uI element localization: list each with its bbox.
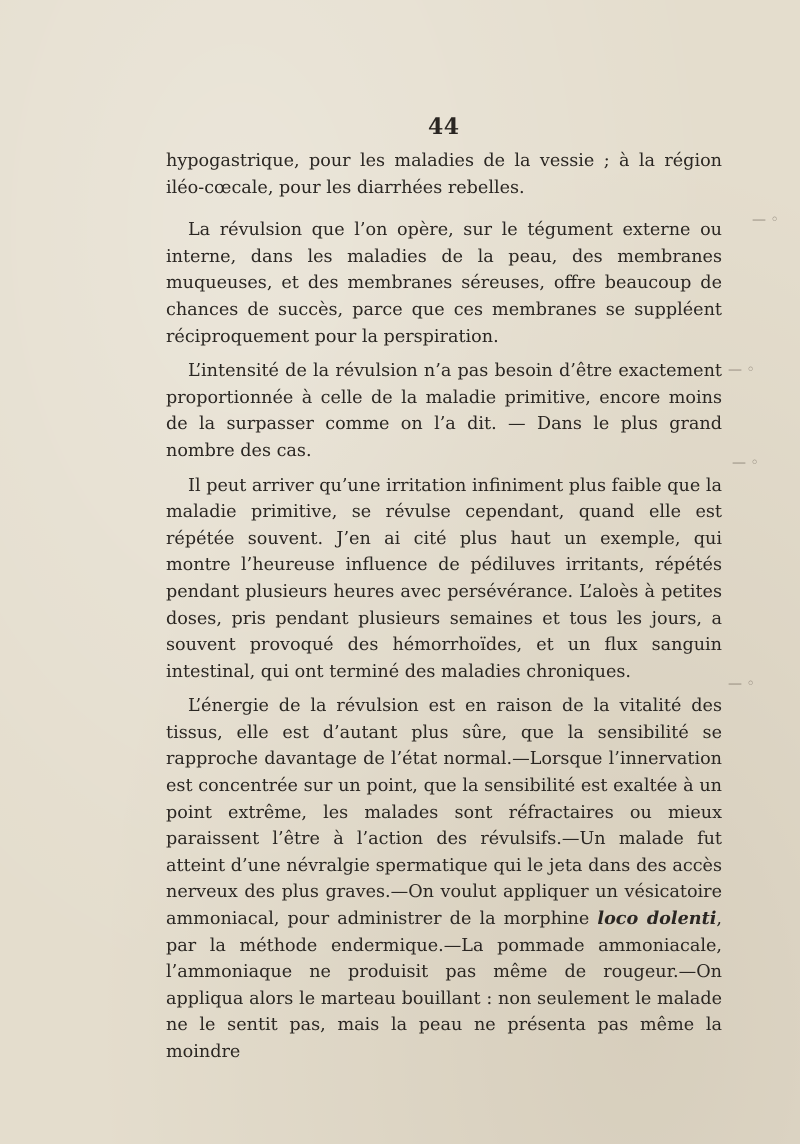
paragraph-3: L’intensité de la révulsion n’a pas besoin d’être exactement proportionnée à celle de la maladie primitive, encore moins de la surpasser comme on l’a dit. — Dans le plus grand nombre des cas. [166,361,722,461]
margin-mark: — ◦ [732,455,759,471]
margin-mark: — ◦ [728,362,755,378]
latin-phrase: loco dolenti [597,908,717,930]
paragraph-1: hypogastrique, pour les maladies de la vessie ; à la région iléo-cœcale, pour les diarrhées rebelles. [166,151,722,198]
body-text [166,148,722,1066]
paragraph-5-part-2: , par la méthode endermique.—La pommade ammoniacale, l’ammoniaque ne produisit pas même de rougeur.—On appliqua alors le marteau bouillant : non seulement le malade ne le sentit pas, mais la peau ne présenta pas même la moindre [166,909,722,1062]
paragraph-5-part-1: L’énergie de la révulsion est en raison de la vitalité des tissus, elle est d’autant plus sûre, que la sensibilité se rapproche davantage de l’état normal.—Lorsque l’innervation est concentrée sur un point, que la sensibilité est exaltée à un point extrême, les malades sont réfractaires ou mieux paraissent l’être à l’action des révulsifs.—Un malade fut atteint d’une névralgie spermatique qui le jeta dans des accès nerveux des plus graves.—On voulut appliquer un vésicatoire ammoniacal, pour administrer de la morphine [166,696,722,930]
paragraph-2: La révulsion que l’on opère, sur le tégument externe ou interne, dans les maladies de la peau, des membranes muqueuses, et des membranes séreuses, offre beaucoup de chances de succès, parce que ces membranes se suppléent réciproquement pour la perspiration. [166,220,722,347]
margin-mark: — ◦ [728,676,755,692]
paragraph-5 [166,693,722,1065]
paragraph-4: Il peut arriver qu’une irritation infiniment plus faible que la maladie primitive, se révulse cependant, quand elle est répétée souvent. J’en ai cité plus haut un exemple, qui montre l’heureuse influence de pédiluves irritants, répétés pendant plusieurs heures avec persévérance. L’aloès à petites doses, pris pendant plusieurs semaines et tous les jours, a souvent provoqué des hémorrhoïdes, et un flux sanguin intestinal, qui ont terminé des maladies chroniques. [166,475,722,682]
margin-mark: — ◦ [752,212,779,228]
page-number: 44 [428,114,460,140]
